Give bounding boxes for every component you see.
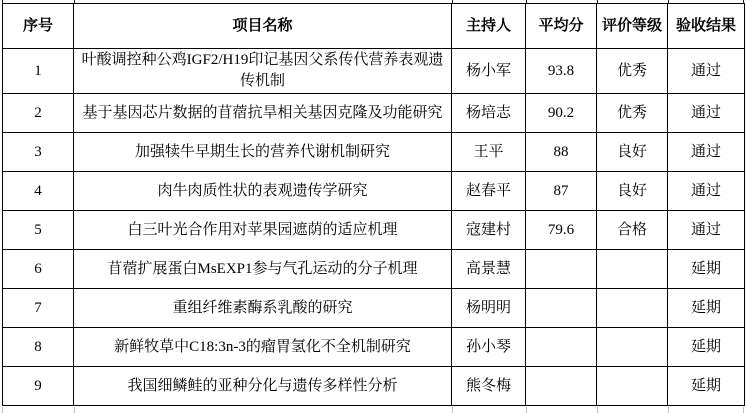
cell-leader: 杨小军	[452, 49, 526, 94]
cell-project: 苜蓿扩展蛋白MsEXP1参与气孔运动的分子机理	[74, 250, 452, 289]
cell-grade: 优秀	[597, 49, 668, 94]
cell-grade	[597, 367, 668, 406]
cell-project: 叶酸调控种公鸡IGF2/H19印记基因父系传代营养表观遗传机制	[74, 49, 452, 94]
cell-result: 延期	[668, 289, 745, 328]
column-header-grade: 评价等级	[597, 4, 668, 49]
cell-no: 5	[3, 211, 74, 250]
column-header-score: 平均分	[526, 4, 597, 49]
column-header-project: 项目名称	[74, 4, 452, 49]
column-border-stub	[597, 407, 598, 413]
table-row	[3, 289, 745, 328]
cell-result: 通过	[668, 172, 745, 211]
cell-grade	[597, 289, 668, 328]
table-row	[3, 367, 745, 406]
cell-project: 基于基因芯片数据的苜蓿抗旱相关基因克隆及功能研究	[74, 94, 452, 133]
table-body	[3, 49, 745, 406]
table-row	[3, 172, 745, 211]
cell-project: 白三叶光合作用对苹果园遮荫的适应机理	[74, 211, 452, 250]
cell-project: 我国细鳞鲑的亚种分化与遗传多样性分析	[74, 367, 452, 406]
table-row	[3, 250, 745, 289]
cell-no: 4	[3, 172, 74, 211]
cell-no: 9	[3, 367, 74, 406]
cell-result: 通过	[668, 133, 745, 172]
cell-result: 延期	[668, 328, 745, 367]
cell-no: 3	[3, 133, 74, 172]
cell-no: 6	[3, 250, 74, 289]
cell-leader: 孙小琴	[452, 328, 526, 367]
cell-leader: 熊冬梅	[452, 367, 526, 406]
cell-score	[526, 328, 597, 367]
cell-score: 87	[526, 172, 597, 211]
table-row	[3, 211, 745, 250]
cell-leader: 杨培志	[452, 94, 526, 133]
column-header-leader: 主持人	[452, 4, 526, 49]
cell-grade: 良好	[597, 172, 668, 211]
table-row	[3, 49, 745, 94]
cell-score: 93.8	[526, 49, 597, 94]
column-border-stub	[74, 407, 75, 413]
cell-grade: 合格	[597, 211, 668, 250]
cell-score: 88	[526, 133, 597, 172]
cell-result: 延期	[668, 250, 745, 289]
cell-project: 加强犊牛早期生长的营养代谢机制研究	[74, 133, 452, 172]
cell-project: 肉牛肉质性状的表观遗传学研究	[74, 172, 452, 211]
cell-result: 通过	[668, 211, 745, 250]
column-border-stub	[2, 407, 3, 413]
cell-grade	[597, 250, 668, 289]
cell-no: 8	[3, 328, 74, 367]
column-header-no: 序号	[3, 4, 74, 49]
cell-score	[526, 367, 597, 406]
cell-result: 通过	[668, 94, 745, 133]
cell-project: 新鲜牧草中C18:3n-3的瘤胃氢化不全机制研究	[74, 328, 452, 367]
cell-leader: 赵春平	[452, 172, 526, 211]
cell-grade: 良好	[597, 133, 668, 172]
project-acceptance-table	[2, 3, 745, 406]
cell-leader: 杨明明	[452, 289, 526, 328]
column-border-stub	[526, 407, 527, 413]
column-header-result: 验收结果	[668, 4, 745, 49]
header-row	[3, 4, 745, 49]
cell-no: 2	[3, 94, 74, 133]
cell-no: 7	[3, 289, 74, 328]
cell-result: 延期	[668, 367, 745, 406]
column-border-stub	[743, 407, 744, 413]
table-row	[3, 328, 745, 367]
cell-score	[526, 250, 597, 289]
cell-result: 通过	[668, 49, 745, 94]
cell-leader: 寇建村	[452, 211, 526, 250]
cell-leader: 高景慧	[452, 250, 526, 289]
cell-project: 重组纤维素酶系乳酸的研究	[74, 289, 452, 328]
cell-no: 1	[3, 49, 74, 94]
cell-score	[526, 289, 597, 328]
cell-score: 79.6	[526, 211, 597, 250]
table-row	[3, 133, 745, 172]
cell-grade	[597, 328, 668, 367]
column-border-stub	[452, 407, 453, 413]
cell-grade: 优秀	[597, 94, 668, 133]
table-row	[3, 94, 745, 133]
cell-leader: 王平	[452, 133, 526, 172]
cell-score: 90.2	[526, 94, 597, 133]
column-border-stub	[668, 407, 669, 413]
